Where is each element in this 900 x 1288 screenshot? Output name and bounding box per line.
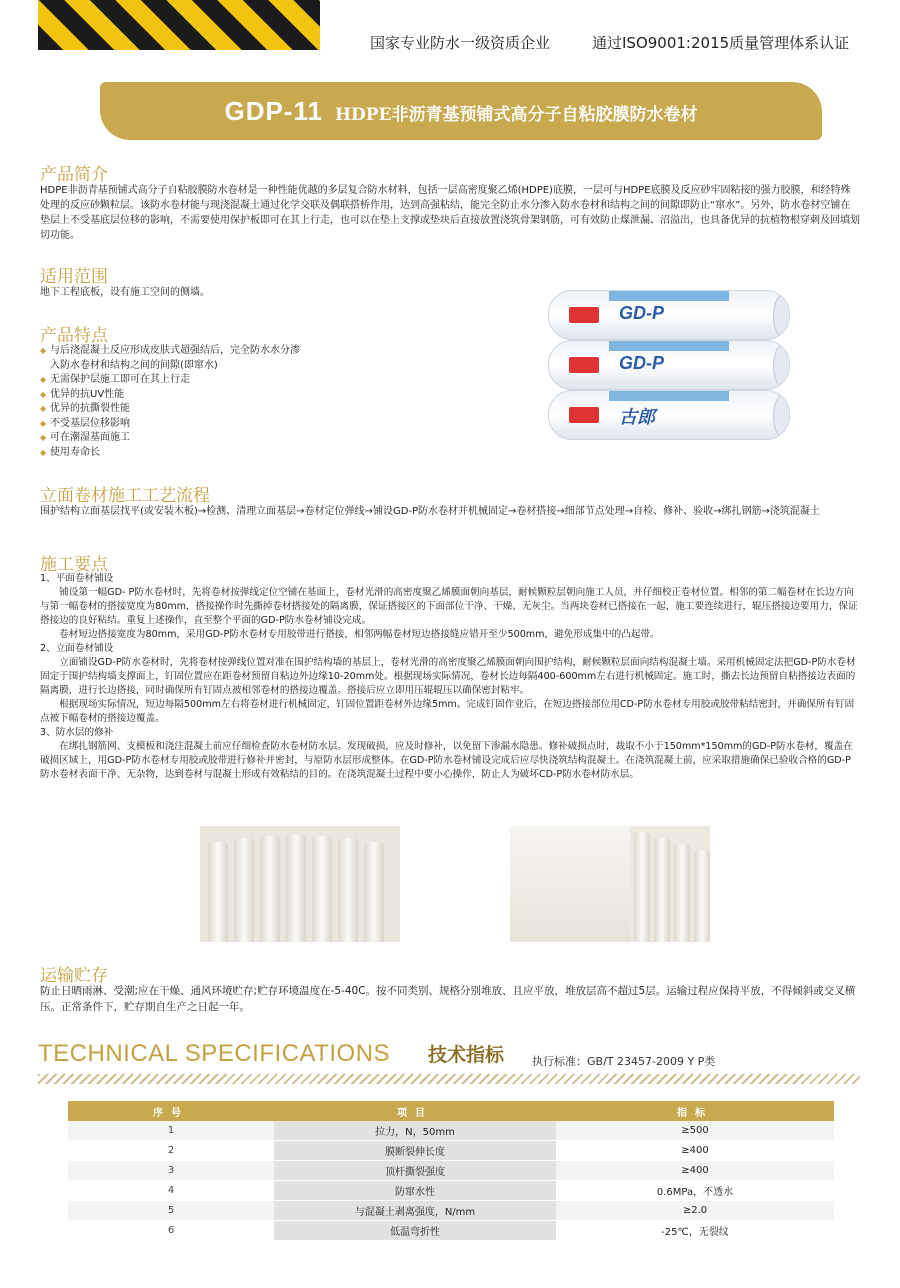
hazard-stripe-banner	[38, 0, 320, 50]
storage-heading: 运输贮存	[40, 966, 108, 986]
page-title	[100, 82, 822, 140]
product-rolls-image	[548, 290, 788, 438]
table-row: 2 膜断裂伸长度 ≥400	[68, 1141, 834, 1161]
feature-item: ◆ 优异的抗撕裂性能	[40, 402, 300, 417]
feature-item: ◆ 使用寿命长	[40, 446, 300, 461]
points-paragraph: 立面铺设GD-P防水卷材时，先将卷材按弹线位置对准在围护结构墙的基层上，卷材光滑的高密度聚乙烯膜面朝向围护结构，耐候颗粒层面向结构混凝土墙。采用机械固定法把GD-P防水卷材固定于围护结构墙支撑面上，钉固位置应在距卷材预留自粘边外边缘10-20mm处。根据现场实际情况，卷材长边每隔400-600mm左右进行机械固定。施工时，撕去长边预留自粘搭接边表面的隔离膜，进行长边搭接，同时确保所有钉固点被相邻卷材的搭接边覆盖。搭接后应立即用压辊辊压以确保密封粘牢。	[40, 657, 856, 696]
spec-table-header	[68, 1101, 834, 1121]
header-item: 项目	[274, 1101, 556, 1121]
table-row: 3 顶杆撕裂强度 ≥400	[68, 1161, 834, 1181]
feature-item: ◆ 优异的抗UV性能	[40, 388, 300, 403]
points-paragraph: 根据现场实际情况，短边每隔500mm左右将卷材进行机械固定，钉固位置距卷材外边缘5mm。完成钉固作业后，在短边搭接部位用CD-P防水卷材专用胶或胶带粘结密封，并确保所有钉固点被下幅卷材的搭接边覆盖。	[40, 699, 855, 724]
table-row: 1 拉力，N，50mm ≥500	[68, 1121, 834, 1141]
points-paragraph: 卷材短边搭接宽度为80mm，采用GD-P防水卷材专用胶带进行搭接，相邻两幅卷材短边搭接缝应错开至少500mm，避免形成集中的凸起带。	[40, 629, 660, 640]
points-paragraph: 铺设第一幅GD- P防水卷材时，先将卷材按弹线定位空铺在基面上，卷材光滑的高密度聚乙烯膜面朝向基层，耐候颗粒层朝向施工人员，并仔细校正卷材位置。相邻的第二幅卷材在长边方向与第一幅卷材的搭接宽度为80mm，搭接操作时先撕掉卷材搭接处的隔离膜，保证搭接区的下面部位干净、干燥、无灰尘。当两块卷材已搭接在一起，施工要连续进行，辊压搭接边要用力，保证搭接边的良好粘结。重复上述操作，直至整个平面的GD-P防水卷材铺设完成。	[40, 587, 858, 626]
product-roll: 古郎	[548, 390, 790, 440]
tagline-qualification: 国家专业防水一级资质企业	[370, 34, 551, 52]
feature-item: ◆ 无需保护层施工即可在其上行走	[40, 373, 300, 388]
feature-item: ◆ 与后浇混凝土反应形成皮肤式超强结后，完全防水水分渗入防水卷材和结构之间的间隙(即窜水)	[40, 344, 300, 373]
table-row: 6 低温弯折性 -25℃，无裂纹	[68, 1221, 834, 1241]
tech-title-cn: 技术指标	[428, 1044, 505, 1066]
spec-table	[68, 1101, 834, 1241]
rolls-photo-left	[200, 826, 400, 942]
standard-label: 执行标准：GB/T 23457-2009 Y P类	[532, 1055, 716, 1068]
rolls-photo-right	[510, 826, 710, 942]
feature-item: ◆ 不受基层位移影响	[40, 417, 300, 432]
product-roll: GD-P	[548, 340, 790, 390]
points-text	[40, 572, 860, 782]
points-paragraph: 在绑扎钢筋网、支模板和浇注混凝土前应仔细检查防水卷材防水层。发现破损，应及时修补，以免留下渗漏水隐患。修补破损点时，裁取不小于150mm*150mm的GD-P防水卷材，覆盖在破损区域上，用GD-P防水卷材专用胶或胶带进行修补并密封，与原防水层形成整体。在GD-P防水卷材铺设完成后应尽快浇筑结构混凝土。在浇筑混凝土前，应采取措施确保已验收合格的GD-P防水卷材表面干净、无杂物，达到卷材与混凝土形成有效粘结的目的。在浇筑混凝土过程中要小心操作，防止人为破坏CD-P防水卷材防水层。	[40, 741, 853, 780]
product-roll: GD-P	[548, 290, 790, 340]
process-heading: 立面卷材施工工艺流程	[40, 486, 210, 506]
features-list	[40, 344, 300, 460]
tagline-iso: 通过ISO9001:2015质量管理体系认证	[592, 34, 850, 52]
dashed-divider	[38, 1074, 860, 1084]
table-row: 4 防窜水性 0.6MPa，不透水	[68, 1181, 834, 1201]
scope-text: 地下工程底板，设有施工空间的侧墙。	[40, 287, 210, 298]
points-heading: 施工要点	[40, 555, 108, 575]
points-paragraph: 1、平面卷材铺设	[40, 573, 114, 584]
intro-heading: 产品简介	[40, 165, 108, 185]
tech-title-en: TECHNICAL SPECIFICATIONS	[38, 1040, 391, 1067]
header-index: 序号	[68, 1101, 274, 1121]
feature-item: ◆ 可在潮湿基面施工	[40, 431, 300, 446]
process-text: 围护结构立面基层找平(或安装木板)→检测、清理立面基层→卷材定位弹线→铺设GD-P防水卷材并机械固定→卷材搭接→细部节点处理→自检、修补、验收→绑扎钢筋→浇筑混凝土	[40, 506, 820, 517]
scope-heading: 适用范围	[40, 267, 108, 287]
product-name: HDPE非沥青基预铺式高分子自粘胶膜防水卷材	[334, 105, 698, 125]
product-code: GDP-11	[224, 96, 323, 126]
table-row: 5 与混凝土剥离强度，N/mm ≥2.0	[68, 1201, 834, 1221]
features-heading: 产品特点	[40, 326, 108, 346]
storage-text: 防止日晒雨淋、受潮;应在干燥、通风环境贮存;贮存环境温度在-5-40C。按不同类别、规格分别堆放、且应平放，堆放层高不超过5层。运输过程应保持平放，不得倾斜或交叉横压。正常条件下，贮存期自生产之日起一年。	[40, 985, 856, 1013]
points-paragraph: 3、防水层的修补	[40, 727, 114, 738]
header-value: 指标	[556, 1101, 834, 1121]
intro-text: HDPE非沥青基预铺式高分子自粘胶膜防水卷材是一种性能优越的多层复合防水材料，包括一层高密度聚乙烯(HDPE)底膜，一层可与HDPE底膜及反应砂牢固粘接的强力胶膜，和经特殊处理的反应砂颗粒层。该防水卷材能与现浇混凝土通过化学交联及偶联搭桥作用，达到高强粘结，能完全防止水分渗入防水卷材和结构之间的间隙即防止“窜水”。另外，防水卷材空铺在垫层上不受基底层位移的影响，不需要使用保护板即可在其上行走，也可以在垫上支撑或垫块后直接放置浇筑骨架钢筋，可有效防止煤泄漏、沼溢出，也具备优异的抗植物根穿刺及回填划切功能。	[40, 185, 860, 241]
points-paragraph: 2、立面卷材铺设	[40, 643, 114, 654]
